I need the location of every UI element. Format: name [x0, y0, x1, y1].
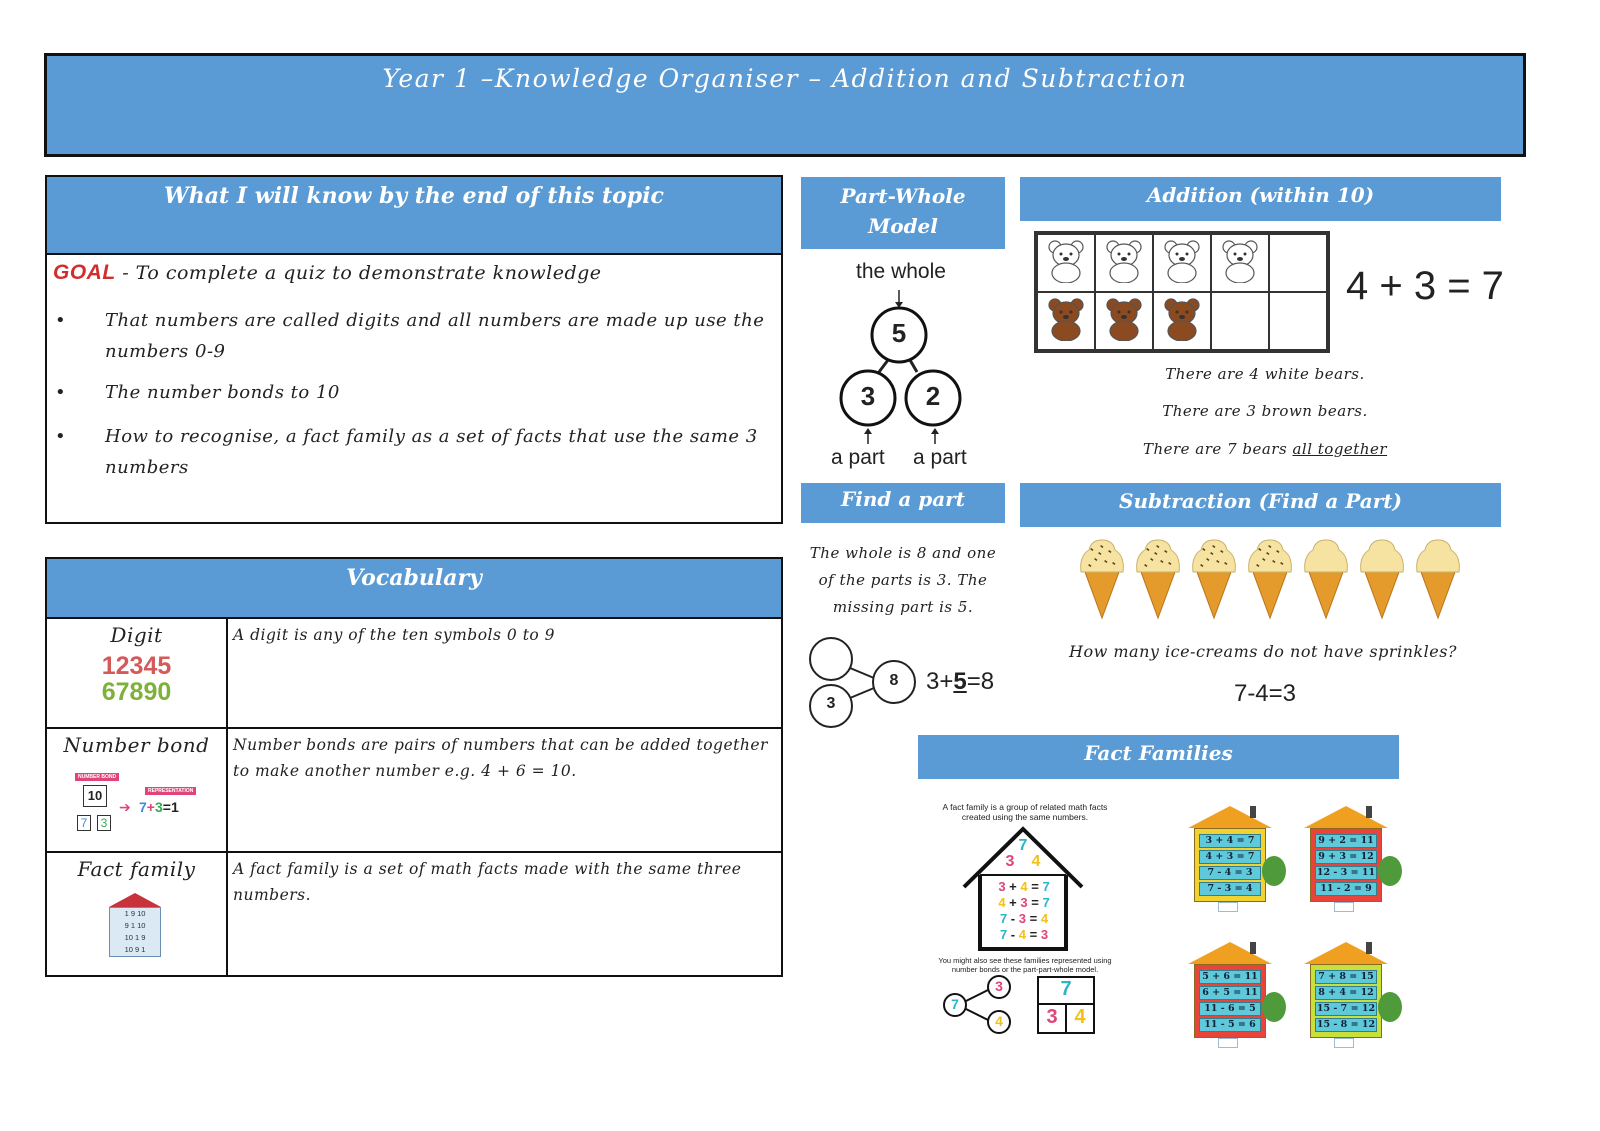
ten-frame-cell [1037, 292, 1095, 350]
vocab-term: Fact family [77, 857, 196, 881]
ice-cream-sprinkles-icon [1075, 536, 1129, 624]
vocab-term-cell [47, 729, 228, 851]
known-part: 3 [826, 695, 836, 712]
fact-line: 7 - 4 = 3 [999, 927, 1049, 942]
bullet-icon: • [55, 310, 67, 331]
ice-cream-sprinkles-icon [1187, 536, 1241, 624]
vocab-definition: A fact family is a set of math facts made with the same three numbers. [233, 860, 742, 904]
bullet-text: The number bonds to 10 [105, 382, 340, 403]
ice-cream-row [1075, 536, 1465, 620]
part-number: 3 [860, 381, 876, 411]
fact-family-house: 7 3 4 3 + 4 = 7 4 + 3 = 7 7 - 3 = 4 7 - 4 = 3 [960, 825, 1086, 955]
bullet-text: How to recognise, a fact family as a set of facts that use the same 3 numbers [105, 426, 758, 478]
bond-equation: 7+3=1 [139, 799, 179, 815]
door-icon [1334, 902, 1354, 912]
subtraction-header: Subtraction (Find a Part) [1020, 483, 1501, 527]
house-fact: 15 - 8 = 12 [1316, 1019, 1376, 1030]
fact-family-house-card [1304, 806, 1404, 910]
roof-shape [1188, 806, 1272, 828]
ten-frame-cell [1211, 234, 1269, 292]
house-fact: 11 - 5 = 6 [1199, 1018, 1261, 1032]
ten-frame-cell [1153, 234, 1211, 292]
tree-icon [1378, 992, 1402, 1022]
knowledge-header [47, 177, 781, 255]
bullet-icon: • [55, 426, 67, 447]
fact-families-header: Fact Families [918, 735, 1399, 779]
goal-row [53, 261, 602, 285]
house-fact: 9 + 3 = 12 [1315, 850, 1377, 864]
whole-label: the whole [856, 260, 946, 283]
find-part-header: Find a part [801, 483, 1005, 523]
ten-frame-cell [1269, 292, 1327, 350]
arrow-right-icon: ➔ [119, 799, 131, 815]
house-fact: 7 - 4 = 3 [1199, 866, 1261, 880]
brown-bear-icon [1104, 297, 1144, 345]
ten-frame-cell [1037, 234, 1095, 292]
house-fact: 9 + 2 = 11 [1315, 834, 1377, 848]
vocab-term: Digit [110, 623, 163, 647]
vocab-row-digit [47, 619, 781, 729]
addition-sentence: There are 3 brown bears. [1162, 402, 1368, 420]
list-item [55, 421, 777, 483]
addition-sentence: There are 7 bears all together [1142, 440, 1388, 458]
title-banner [44, 53, 1526, 157]
ten-frame-cell [1095, 292, 1153, 350]
tree-icon [1262, 856, 1286, 886]
ten-frame-cell [1269, 234, 1327, 292]
list-item [55, 377, 777, 408]
fact-family-list [984, 879, 1064, 943]
ten-frame-grid [1034, 231, 1330, 353]
knowledge-heading: What I will know by the end of this topic [164, 183, 664, 209]
roof-shape [1188, 942, 1272, 964]
part-whole-diagram [801, 260, 1005, 476]
chimney-icon [1250, 806, 1256, 818]
vocabulary-panel [45, 557, 783, 977]
brown-bear-icon [1162, 297, 1202, 345]
white-bear-icon [1162, 239, 1202, 287]
roof-shape [1304, 806, 1388, 828]
ice-cream-plain-icon [1355, 536, 1409, 624]
fact-family-note: You might also see these families represented using number bonds or the part-part-whole model. [938, 956, 1112, 974]
find-part-equation: 3+5=8 [926, 668, 995, 695]
vocab-term-cell [47, 853, 228, 977]
number-bond-picture: NUMBER BOND REPRESENTATION 10 7 3 ➔ 7+3=1 [75, 773, 225, 843]
white-bear-icon [1220, 239, 1260, 287]
fact-family-house-card [1188, 806, 1288, 910]
fact-family-intro: A fact family is a group of related math facts created using the same numbers. [942, 802, 1108, 822]
goal-logo: GOAL [53, 261, 116, 284]
fact-family-house-card [1304, 942, 1404, 1046]
ice-cream-plain-icon [1299, 536, 1353, 624]
list-item [55, 305, 777, 367]
ice-cream-plain-icon [1411, 536, 1465, 624]
vocab-term-cell [47, 619, 228, 727]
bullet-icon: • [55, 382, 67, 403]
tree-icon [1262, 992, 1286, 1022]
tree-icon [1378, 856, 1402, 886]
whole-number: 5 [891, 318, 907, 348]
vocab-row-fact-family [47, 853, 781, 977]
part-label: a part [831, 446, 885, 469]
find-part-diagram [806, 634, 1006, 730]
house-fact: 15 - 7 = 12 [1316, 1003, 1376, 1014]
door-icon [1334, 1038, 1354, 1048]
part-number: 2 [925, 381, 941, 411]
fact-family-house-card [1188, 942, 1288, 1046]
house-fact: 5 + 6 = 11 [1199, 970, 1261, 984]
bond-and-part-whole-pictures: 7 3 4 7 3 4 [940, 972, 1100, 1038]
house-fact: 6 + 5 = 11 [1199, 986, 1261, 1000]
ten-frame-cell [1153, 292, 1211, 350]
vocabulary-heading: Vocabulary [346, 565, 482, 591]
vocabulary-header [47, 559, 781, 619]
house-fact: 7 - 3 = 4 [1199, 882, 1261, 896]
vocab-definition: Number bonds are pairs of numbers that can be added together to make another number e.g. 4 + 6 = 10. [233, 736, 768, 780]
house-fact: 3 + 4 = 7 [1199, 834, 1261, 848]
house-fact: 11 - 2 = 9 [1315, 882, 1377, 896]
ice-cream-sprinkles-icon [1243, 536, 1297, 624]
vocab-definition: A digit is any of the ten symbols 0 to 9 [233, 626, 556, 644]
vocab-row-number-bond [47, 729, 781, 853]
door-icon [1218, 1038, 1238, 1048]
find-part-text: The whole is 8 and one of the parts is 3. The missing part is 5. [809, 544, 997, 616]
white-bear-icon [1046, 239, 1086, 287]
house-fact: 4 + 3 = 7 [1199, 850, 1261, 864]
addition-equation: 4 + 3 = 7 [1346, 264, 1504, 308]
whole-number: 8 [889, 672, 899, 689]
part-label: a part [913, 446, 967, 469]
bullet-text: That numbers are called digits and all numbers are made up use the numbers 0-9 [105, 310, 765, 362]
house-fact: 11 - 6 = 5 [1199, 1002, 1261, 1016]
part-whole-lines [801, 260, 1005, 476]
digits-picture: 12345 67890 [101, 652, 172, 706]
fact-line: 3 + 4 = 7 [998, 879, 1050, 894]
brown-bear-icon [1046, 297, 1086, 345]
chimney-icon [1366, 942, 1372, 954]
fact-line: 7 - 3 = 4 [999, 911, 1049, 926]
ice-cream-sprinkles-icon [1131, 536, 1185, 624]
ten-frame-cell [1211, 292, 1269, 350]
knowledge-panel [45, 175, 783, 524]
chimney-icon [1250, 942, 1256, 954]
part-whole-header: Part-Whole Model [801, 177, 1005, 249]
vocab-term: Number bond [63, 733, 210, 757]
roof-shape [109, 893, 161, 907]
addition-sentence: There are 4 white bears. [1165, 365, 1365, 383]
white-bear-icon [1104, 239, 1144, 287]
subtraction-question: How many ice-creams do not have sprinkles? [1069, 642, 1457, 661]
subtraction-equation: 7-4=3 [1233, 680, 1297, 707]
door-icon [1218, 902, 1238, 912]
page-title: Year 1 –Knowledge Organiser – Addition and Subtraction [382, 64, 1188, 93]
goal-text: - To complete a quiz to demonstrate knowledge [122, 262, 602, 284]
ten-frame-cell [1095, 234, 1153, 292]
roof-shape [1304, 942, 1388, 964]
house-fact: 12 - 3 = 11 [1316, 867, 1376, 878]
fact-family-house-picture: 1 9 10 9 1 10 10 1 9 10 9 1 [109, 893, 161, 959]
fact-line: 4 + 3 = 7 [998, 895, 1050, 910]
house-fact: 7 + 8 = 15 [1315, 970, 1377, 984]
ten-frame [1034, 231, 1330, 353]
addition-header: Addition (within 10) [1020, 177, 1501, 221]
chimney-icon [1366, 806, 1372, 818]
house-fact: 8 + 4 = 12 [1315, 986, 1377, 1000]
